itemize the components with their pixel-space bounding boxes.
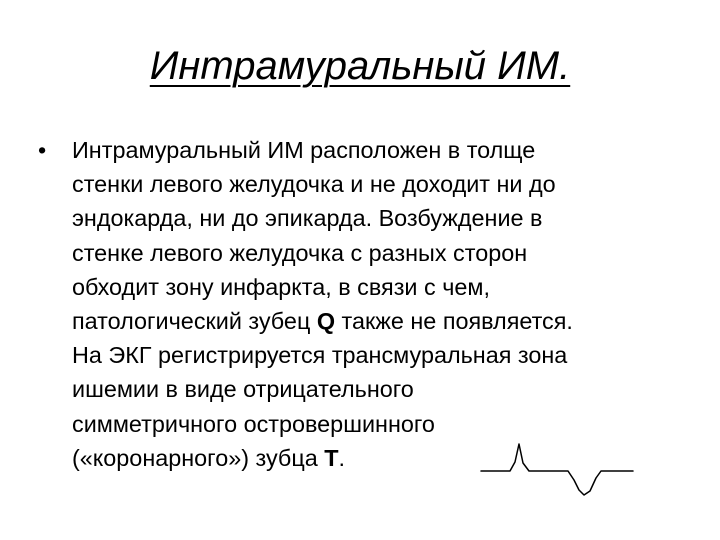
text-line <box>72 441 692 475</box>
bullet-icon: • <box>38 137 47 163</box>
text-line: стенке левого желудочка с разных сторон <box>72 239 528 266</box>
text-line: обходит зону инфаркта, в связи с чем, <box>72 273 490 300</box>
text-line: На ЭКГ регистрируется трансмуральная зона <box>72 342 568 369</box>
text-line: эндокарда, ни до эпикарда. Возбуждение в <box>72 205 543 232</box>
paragraph-text <box>72 133 692 475</box>
wave-letter-t: Т <box>324 444 339 471</box>
text-segment: («коронарного») зубца <box>72 444 325 471</box>
slide-title: Интрамуральный ИМ. <box>149 44 571 88</box>
text-line: стенки левого желудочка и не доходит ни до <box>72 171 556 198</box>
text-line: ишемии в виде отрицательного <box>72 376 414 403</box>
text-line <box>72 304 692 338</box>
wave-letter-q: Q <box>316 308 336 335</box>
text-segment: . <box>338 444 346 471</box>
text-segment: патологический зубец <box>72 308 317 335</box>
text-line: симметричного островершинного <box>72 410 435 437</box>
text-line: Интрамуральный ИМ расположен в толще <box>72 137 536 163</box>
text-segment: также не появляется. <box>335 308 573 335</box>
